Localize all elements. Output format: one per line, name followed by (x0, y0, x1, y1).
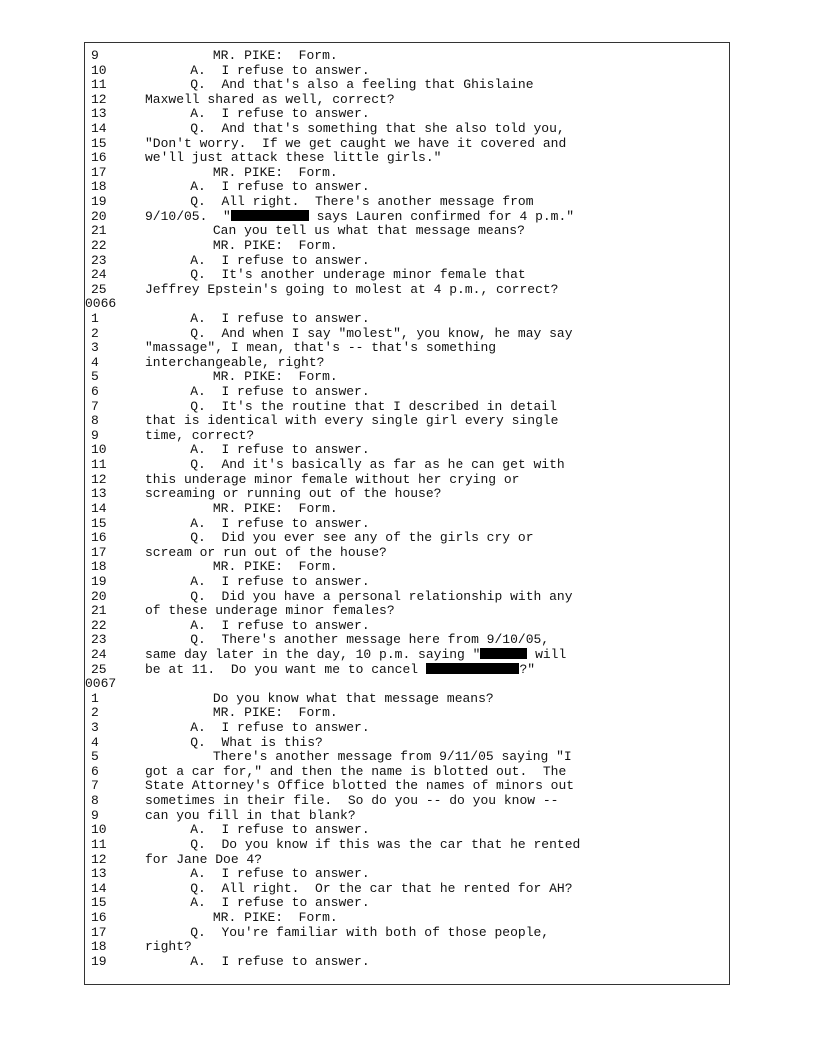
line-text-segment: Maxwell shared as well, correct? (145, 91, 395, 107)
line-text-segment: MR. PIKE: Form. (212, 705, 338, 721)
transcript-line (85, 166, 729, 181)
line-text-segment: A. I refuse to answer. (190, 573, 370, 589)
line-text (190, 517, 369, 532)
line-text (213, 750, 572, 765)
page-number: 0066 (85, 296, 117, 312)
transcript-line (85, 838, 729, 853)
line-text-segment: Do you know what that message means? (212, 690, 494, 706)
line-number: 24 (91, 267, 107, 283)
line-text (190, 385, 369, 400)
line-text (145, 210, 574, 225)
line-number: 7 (91, 778, 99, 794)
line-text (190, 180, 369, 195)
line-number: 4 (91, 734, 99, 750)
transcript-line (85, 429, 729, 444)
line-number: 20 (91, 588, 107, 604)
line-number: 24 (91, 646, 107, 662)
line-text-segment: A. I refuse to answer. (190, 720, 370, 736)
line-number: 6 (91, 384, 99, 400)
line-text-segment: for Jane Doe 4? (145, 851, 263, 867)
transcript-line (85, 765, 729, 780)
line-number: 25 (91, 281, 107, 297)
redaction-block (480, 648, 527, 659)
transcript-line (85, 590, 729, 605)
line-text-segment: MR. PIKE: Form. (212, 559, 338, 575)
transcript-line (85, 721, 729, 736)
transcript-line (85, 911, 729, 926)
line-number: 3 (91, 720, 99, 736)
line-text (190, 955, 369, 970)
transcript-line (85, 385, 729, 400)
line-text-segment: that is identical with every single girl every single (145, 413, 559, 429)
transcript-line (85, 809, 729, 824)
line-text (145, 341, 496, 356)
line-text (145, 137, 566, 152)
line-text-segment: scream or run out of the house? (145, 544, 387, 560)
line-text (190, 531, 533, 546)
line-text (190, 823, 369, 838)
line-number: 21 (91, 603, 107, 619)
transcript-line (85, 107, 729, 122)
line-text-segment: A. I refuse to answer. (190, 310, 370, 326)
line-number: 20 (91, 208, 107, 224)
line-text (190, 838, 580, 853)
line-text-segment: time, correct? (145, 427, 255, 443)
transcript-line (85, 283, 729, 298)
line-number: 22 (91, 617, 107, 633)
transcript-line (85, 823, 729, 838)
transcript-line (85, 575, 729, 590)
line-number: 9 (91, 807, 99, 823)
line-number: 18 (91, 179, 107, 195)
line-text-segment: MR. PIKE: Form. (212, 48, 338, 63)
line-text-segment: A. I refuse to answer. (190, 106, 370, 122)
line-text-segment: interchangeable, right? (145, 354, 325, 370)
transcript-line (85, 487, 729, 502)
line-text-segment: be at 11. Do you want me to cancel (145, 661, 426, 677)
line-text (145, 940, 192, 955)
line-number: 16 (91, 530, 107, 546)
line-number: 9 (91, 427, 99, 443)
line-text-segment: A. I refuse to answer. (190, 62, 370, 78)
line-text-segment: Q. It's another underage minor female that (190, 267, 526, 283)
line-text (145, 648, 566, 663)
line-text (190, 458, 564, 473)
transcript-line (85, 604, 729, 619)
line-number: 2 (91, 325, 99, 341)
line-text (190, 400, 557, 415)
transcript-line (85, 400, 729, 415)
line-text-segment: Q. Did you ever see any of the girls cry or (190, 530, 534, 546)
line-number: 17 (91, 164, 107, 180)
transcript-line (85, 268, 729, 283)
line-number: 11 (91, 77, 107, 93)
transcript-line (85, 414, 729, 429)
transcript-line (85, 312, 729, 327)
transcript-line (85, 692, 729, 707)
line-text-segment: A. I refuse to answer. (190, 895, 370, 911)
line-text (190, 195, 533, 210)
line-number: 15 (91, 135, 107, 151)
transcript-line (85, 151, 729, 166)
line-text (145, 779, 574, 794)
redaction-block (426, 663, 520, 674)
line-text (190, 867, 369, 882)
line-text-segment: this underage minor female without her crying or (145, 471, 520, 487)
line-number: 17 (91, 924, 107, 940)
line-number: 15 (91, 515, 107, 531)
line-text (190, 327, 572, 342)
transcript-line (85, 867, 729, 882)
line-number: 12 (91, 471, 107, 487)
transcript-line (85, 663, 729, 678)
line-text (213, 706, 338, 721)
line-text (145, 473, 519, 488)
line-text-segment: Q. And that's also a feeling that Ghislaine (190, 77, 534, 93)
line-text (145, 794, 558, 809)
transcript-line (85, 341, 729, 356)
line-text (190, 312, 369, 327)
transcript-line (85, 180, 729, 195)
transcript-line (85, 122, 729, 137)
line-number: 25 (91, 661, 107, 677)
line-text (190, 721, 369, 736)
transcript-line (85, 78, 729, 93)
line-text-segment: 9/10/05. " (145, 208, 231, 224)
line-number: 8 (91, 793, 99, 809)
line-number: 23 (91, 632, 107, 648)
line-number: 4 (91, 354, 99, 370)
line-text-segment: Q. Do you know if this was the car that he rented (190, 836, 581, 852)
line-text (190, 78, 533, 93)
line-text (190, 590, 572, 605)
line-text-segment: There's another message from 9/11/05 saying "I (212, 749, 572, 765)
transcript-line (85, 706, 729, 721)
line-number: 1 (91, 310, 99, 326)
line-text (213, 370, 338, 385)
line-text-segment: got a car for," and then the name is blotted out. The (145, 763, 567, 779)
line-text (145, 663, 535, 678)
transcript-line (85, 531, 729, 546)
line-text-segment: Q. There's another message here from 9/10/05, (190, 632, 550, 648)
line-text (190, 633, 549, 648)
line-text (190, 64, 369, 79)
line-text-segment: same day later in the day, 10 p.m. saying " (145, 646, 481, 662)
line-text (190, 575, 369, 590)
line-text (145, 604, 395, 619)
line-text-segment: says Lauren confirmed for 4 p.m." (308, 208, 575, 224)
line-text (145, 546, 387, 561)
line-number: 11 (91, 836, 107, 852)
line-number: 14 (91, 880, 107, 896)
line-number: 22 (91, 237, 107, 253)
line-number: 7 (91, 398, 99, 414)
transcript-line (85, 940, 729, 955)
line-text (145, 283, 558, 298)
transcript-line (85, 195, 729, 210)
transcript-line (85, 93, 729, 108)
line-text-segment: Q. You're familiar with both of those people, (190, 924, 550, 940)
transcript-line (85, 473, 729, 488)
line-text-segment: A. I refuse to answer. (190, 442, 370, 458)
line-number: 13 (91, 866, 107, 882)
line-number: 13 (91, 106, 107, 122)
transcript-line (85, 648, 729, 663)
line-number: 23 (91, 252, 107, 268)
line-number: 18 (91, 939, 107, 955)
line-text-segment: can you fill in that blank? (145, 807, 356, 823)
line-text (145, 429, 254, 444)
redaction-block (231, 210, 309, 221)
line-number: 8 (91, 413, 99, 429)
line-text (213, 239, 338, 254)
transcript-line (85, 794, 729, 809)
transcript-line (85, 853, 729, 868)
line-number: 12 (91, 851, 107, 867)
line-text-segment: A. I refuse to answer. (190, 515, 370, 531)
line-number: 3 (91, 340, 99, 356)
line-text-segment: State Attorney's Office blotted the names of minors out (145, 778, 575, 794)
line-text-segment: Q. It's the routine that I described in detail (190, 398, 557, 414)
transcript-line (85, 926, 729, 941)
line-number: 1 (91, 690, 99, 706)
line-text (190, 926, 549, 941)
line-text-segment: "Don't worry. If we get caught we have it covered and (145, 135, 567, 151)
line-text-segment: Q. Did you have a personal relationship with any (190, 588, 573, 604)
line-text-segment: MR. PIKE: Form. (212, 500, 338, 516)
line-text (213, 560, 338, 575)
line-text-segment: A. I refuse to answer. (190, 822, 370, 838)
line-number: 21 (91, 223, 107, 239)
line-number: 10 (91, 62, 107, 78)
line-number: 19 (91, 953, 107, 969)
line-text (190, 736, 323, 751)
line-text (145, 93, 395, 108)
transcript-line (85, 458, 729, 473)
line-text-segment: "massage", I mean, that's -- that's something (145, 340, 497, 356)
line-text (213, 224, 525, 239)
line-text-segment: A. I refuse to answer. (190, 179, 370, 195)
line-text-segment: Q. And that's something that she also told you, (190, 121, 565, 137)
line-text-segment: Can you tell us what that message means? (212, 223, 525, 239)
line-text-segment: MR. PIKE: Form. (212, 909, 338, 925)
line-text-segment: A. I refuse to answer. (190, 252, 370, 268)
transcript-line (85, 224, 729, 239)
line-number: 2 (91, 705, 99, 721)
transcript-line (85, 254, 729, 269)
line-text-segment: A. I refuse to answer. (190, 953, 370, 969)
line-number: 5 (91, 749, 99, 765)
line-number: 12 (91, 91, 107, 107)
line-text (213, 166, 338, 181)
line-text (213, 49, 338, 64)
line-number: 18 (91, 559, 107, 575)
line-text (190, 122, 564, 137)
transcript-line (85, 210, 729, 225)
line-text-segment: A. I refuse to answer. (190, 617, 370, 633)
line-text-segment: of these underage minor females? (145, 603, 395, 619)
line-text-segment: sometimes in their file. So do you -- do you know -- (145, 793, 559, 809)
transcript-line (85, 517, 729, 532)
line-text (145, 487, 441, 502)
line-number: 9 (91, 48, 99, 63)
transcript-page (84, 42, 730, 985)
line-text (190, 443, 369, 458)
line-text (145, 151, 441, 166)
line-text-segment: screaming or running out of the house? (145, 486, 442, 502)
line-text-segment: A. I refuse to answer. (190, 384, 370, 400)
line-text-segment: Q. All right. There's another message from (190, 194, 534, 210)
transcript-line (85, 64, 729, 79)
line-text-segment: MR. PIKE: Form. (212, 164, 338, 180)
line-number: 19 (91, 194, 107, 210)
transcript-line (85, 502, 729, 517)
line-number: 13 (91, 486, 107, 502)
line-number: 16 (91, 150, 107, 166)
line-text (145, 765, 566, 780)
line-number: 17 (91, 544, 107, 560)
line-number: 11 (91, 457, 107, 473)
line-text-segment: ?" (519, 661, 536, 677)
transcript-line (85, 239, 729, 254)
transcript-line (85, 137, 729, 152)
line-text (145, 414, 558, 429)
line-number: 19 (91, 573, 107, 589)
line-text-segment: Jeffrey Epstein's going to molest at 4 p.m., correct? (145, 281, 559, 297)
line-number: 14 (91, 500, 107, 516)
transcript-line (85, 356, 729, 371)
line-number: 14 (91, 121, 107, 137)
transcript-line (85, 633, 729, 648)
transcript-line (85, 619, 729, 634)
page-marker (85, 297, 729, 312)
line-text (213, 692, 494, 707)
transcript-line (85, 779, 729, 794)
line-text-segment: Q. And when I say "molest", you know, he may say (190, 325, 573, 341)
line-text-segment: MR. PIKE: Form. (212, 237, 338, 253)
line-text (145, 853, 262, 868)
line-text (213, 911, 338, 926)
transcript-line (85, 736, 729, 751)
line-text (190, 619, 369, 634)
line-text (190, 107, 369, 122)
transcript-line (85, 560, 729, 575)
line-text (190, 882, 572, 897)
line-text-segment: Q. What is this? (190, 734, 323, 750)
transcript-line (85, 882, 729, 897)
page-number: 0067 (85, 676, 117, 692)
line-text (190, 254, 369, 269)
line-number: 16 (91, 909, 107, 925)
transcript-line (85, 327, 729, 342)
line-number: 6 (91, 763, 99, 779)
transcript-line (85, 546, 729, 561)
transcript-line (85, 955, 729, 970)
line-text-segment: right? (145, 939, 192, 955)
line-text (213, 502, 338, 517)
transcript-line (85, 443, 729, 458)
line-text (190, 268, 525, 283)
line-text (190, 896, 369, 911)
line-text (145, 809, 356, 824)
page-marker (85, 677, 729, 692)
line-text-segment: A. I refuse to answer. (190, 866, 370, 882)
transcript-line (85, 896, 729, 911)
transcript-line (85, 750, 729, 765)
line-text-segment: will (527, 646, 567, 662)
line-number: 10 (91, 442, 107, 458)
line-number: 5 (91, 369, 99, 385)
line-number: 15 (91, 895, 107, 911)
line-text (145, 356, 324, 371)
line-text-segment: MR. PIKE: Form. (212, 369, 338, 385)
line-text-segment: Q. All right. Or the car that he rented for AH? (190, 880, 573, 896)
line-text-segment: we'll just attack these little girls." (145, 150, 442, 166)
transcript-line (85, 49, 729, 64)
line-number: 10 (91, 822, 107, 838)
line-text-segment: Q. And it's basically as far as he can get with (190, 457, 565, 473)
transcript-line (85, 370, 729, 385)
